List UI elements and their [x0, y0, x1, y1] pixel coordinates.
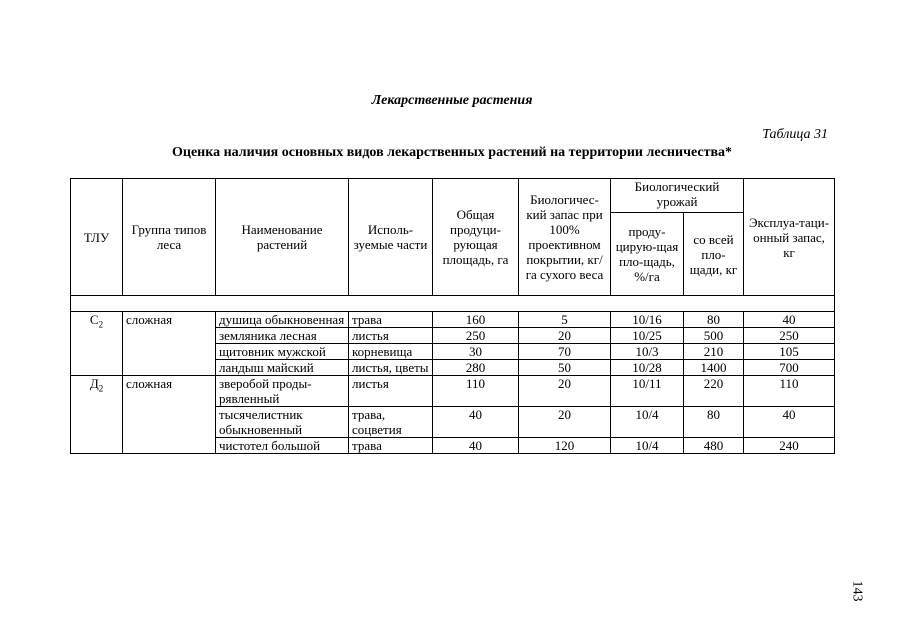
cell-producing-share: 10/16 — [611, 312, 684, 328]
cell-used-part: трава — [349, 438, 433, 454]
cell-operational-stock: 40 — [744, 407, 835, 438]
header-operational-stock: Эксплуа-таци-онный запас, кг — [744, 179, 835, 296]
cell-total-area: 40 — [433, 407, 519, 438]
table-body — [71, 312, 835, 454]
cell-yield-total: 1400 — [684, 360, 744, 376]
cell-used-part: листья, цветы — [349, 360, 433, 376]
cell-used-part: корневища — [349, 344, 433, 360]
cell-yield-total: 500 — [684, 328, 744, 344]
cell-yield-total: 80 — [684, 312, 744, 328]
cell-yield-total: 220 — [684, 376, 744, 407]
header-tlu: ТЛУ — [71, 179, 123, 296]
header-total-area: Общая продуци-рующая площадь, га — [433, 179, 519, 296]
cell-used-part: трава — [349, 312, 433, 328]
cell-bio-stock: 20 — [519, 407, 611, 438]
cell-producing-share: 10/3 — [611, 344, 684, 360]
header-bio-yield: Биологический урожай — [611, 179, 744, 213]
cell-used-part: трава, соцветия — [349, 407, 433, 438]
cell-operational-stock: 250 — [744, 328, 835, 344]
cell-total-area: 280 — [433, 360, 519, 376]
cell-tlu: $С_2$ — [71, 312, 123, 376]
cell-producing-share: 10/25 — [611, 328, 684, 344]
cell-operational-stock: 700 — [744, 360, 835, 376]
cell-bio-stock: 20 — [519, 328, 611, 344]
cell-plant-name: ландыш майский — [216, 360, 349, 376]
cell-bio-stock: 50 — [519, 360, 611, 376]
cell-yield-total: 80 — [684, 407, 744, 438]
cell-used-part: листья — [349, 328, 433, 344]
cell-plant-name: тысячелистник обыкновенный — [216, 407, 349, 438]
cell-yield-total: 480 — [684, 438, 744, 454]
cell-producing-share: 10/11 — [611, 376, 684, 407]
section-title: Лекарственные растения — [371, 93, 533, 108]
cell-bio-stock: 5 — [519, 312, 611, 328]
cell-plant-name: чистотел большой — [216, 438, 349, 454]
table-row — [71, 312, 835, 328]
cell-operational-stock: 110 — [744, 376, 835, 407]
header-yield-total: со всей пло-щади, кг — [684, 213, 744, 296]
cell-forest-group: сложная — [123, 312, 216, 376]
page-number: 143 — [849, 580, 865, 602]
cell-plant-name: душица обыкновенная — [216, 312, 349, 328]
table-caption: Оценка наличия основных видов лекарственных растений на территории лесничества* — [172, 145, 732, 160]
header-yield-producing: проду-цирую-щая пло-щадь, %/га — [611, 213, 684, 296]
cell-plant-name: зверобой проды-рявленный — [216, 376, 349, 407]
cell-operational-stock: 40 — [744, 312, 835, 328]
cell-total-area: 160 — [433, 312, 519, 328]
cell-total-area: 110 — [433, 376, 519, 407]
cell-plant-name: земляника лесная — [216, 328, 349, 344]
cell-operational-stock: 105 — [744, 344, 835, 360]
header-spacer-row — [71, 296, 835, 312]
cell-total-area: 40 — [433, 438, 519, 454]
cell-used-part: листья — [349, 376, 433, 407]
table-row — [71, 376, 835, 407]
cell-producing-share: 10/4 — [611, 438, 684, 454]
medicinal-plants-table — [70, 178, 835, 454]
cell-yield-total: 210 — [684, 344, 744, 360]
header-used-parts: Исполь-зуемые части — [349, 179, 433, 296]
cell-bio-stock: 70 — [519, 344, 611, 360]
cell-producing-share: 10/4 — [611, 407, 684, 438]
header-bio-stock: Биологичес-кий запас при 100% проективном покрытии, кг/га сухого веса — [519, 179, 611, 296]
cell-forest-group: сложная — [123, 376, 216, 454]
header-forest-group: Группа типов леса — [123, 179, 216, 296]
cell-tlu: $Д_2$ — [71, 376, 123, 454]
cell-producing-share: 10/28 — [611, 360, 684, 376]
table-label: Таблица 31 — [762, 127, 828, 142]
cell-operational-stock: 240 — [744, 438, 835, 454]
cell-total-area: 30 — [433, 344, 519, 360]
cell-bio-stock: 120 — [519, 438, 611, 454]
cell-bio-stock: 20 — [519, 376, 611, 407]
header-plant-name: Наименование растений — [216, 179, 349, 296]
cell-plant-name: щитовник мужской — [216, 344, 349, 360]
cell-total-area: 250 — [433, 328, 519, 344]
